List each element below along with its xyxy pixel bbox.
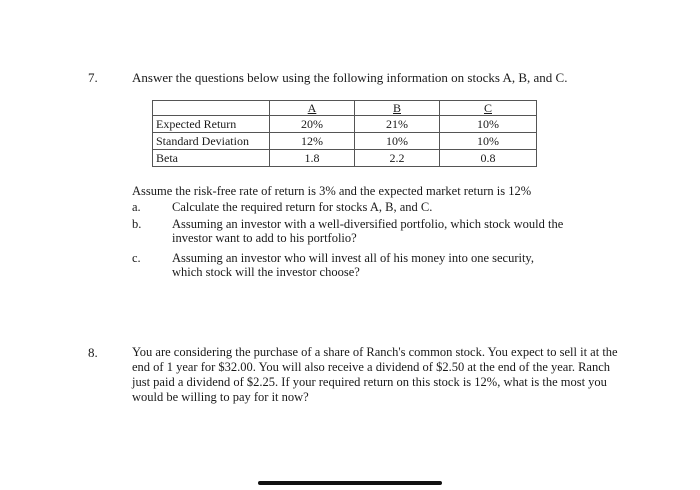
table-corner-cell	[153, 101, 270, 116]
question-8-number: 8.	[88, 345, 98, 360]
table-row	[153, 133, 537, 150]
row-label-beta: Beta	[153, 150, 270, 167]
part-a-letter: a.	[132, 200, 141, 214]
column-header-a: A	[270, 101, 355, 116]
table-header-row	[153, 101, 537, 116]
question-7-number: 7.	[88, 70, 98, 85]
cell-c-expected-return: 10%	[440, 116, 537, 133]
row-label-standard-deviation: Standard Deviation	[153, 133, 270, 150]
cell-a-beta: 1.8	[270, 150, 355, 167]
part-b-letter: b.	[132, 217, 142, 231]
part-c-letter: c.	[132, 251, 141, 265]
cell-b-standard-deviation: 10%	[355, 133, 440, 150]
cell-c-beta: 0.8	[440, 150, 537, 167]
row-label-expected-return: Expected Return	[153, 116, 270, 133]
part-c-line-1: Assuming an investor who will invest all of his money into one security,	[172, 251, 534, 265]
cell-a-expected-return: 20%	[270, 116, 355, 133]
part-a-line-1: Calculate the required return for stocks A, B, and C.	[172, 200, 433, 214]
question-7-assumption: Assume the risk-free rate of return is 3% and the expected market return is 12%	[132, 184, 532, 198]
part-b-text	[172, 217, 612, 245]
cell-a-standard-deviation: 12%	[270, 133, 355, 150]
part-c-line-2: which stock will the investor choose?	[172, 265, 360, 279]
column-header-b: B	[355, 101, 440, 116]
part-b-line-1: Assuming an investor with a well-diversified portfolio, which stock would the	[172, 217, 564, 231]
column-header-c: C	[440, 101, 537, 116]
stocks-table	[152, 100, 537, 167]
part-a-text	[172, 200, 612, 214]
cell-b-beta: 2.2	[355, 150, 440, 167]
question-8-text: You are considering the purchase of a share of Ranch's common stock. You expect to sell it at the end of 1 year for $32.00. You will also receive a dividend of $2.50 at the end of the year. Ranch just paid a dividend of $2.25. If your required return on this stock is 12%, what is the most you would be willing to pay for it now?	[132, 345, 618, 404]
home-indicator[interactable]	[258, 481, 442, 485]
question-7-stem: Answer the questions below using the following information on stocks A, B, and C.	[132, 70, 568, 85]
part-b-line-2: investor want to add to his portfolio?	[172, 231, 357, 245]
part-c-text	[172, 251, 612, 279]
table-row	[153, 116, 537, 133]
cell-c-standard-deviation: 10%	[440, 133, 537, 150]
table-row	[153, 150, 537, 167]
cell-b-expected-return: 21%	[355, 116, 440, 133]
